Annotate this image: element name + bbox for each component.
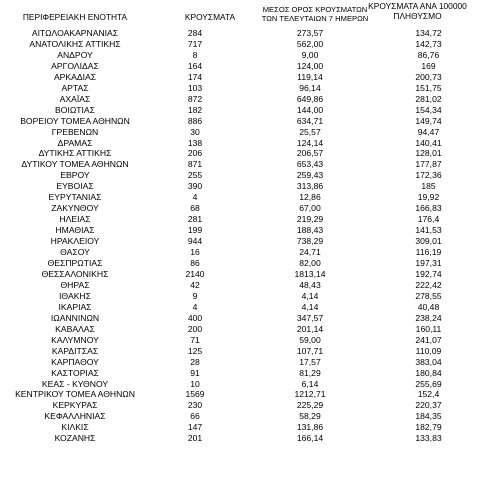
table-row [0,148,482,159]
cases-cell: 872 [187,93,203,104]
cases-cell: 68 [190,203,200,214]
avg-cell: 649,86 [296,93,324,104]
per-cell: 94,47 [417,126,440,137]
per-cell: 222,42 [415,279,442,290]
per-cell: 185 [421,181,436,192]
avg-cell: 48,43 [299,279,321,290]
per-cell: 152,4 [417,389,440,400]
cases-cell: 886 [187,115,203,126]
per-cell: 128,01 [415,148,442,159]
avg-cell: 4,14 [301,301,319,312]
table-body [0,28,482,444]
cases-cell: 8 [192,49,198,60]
table-row [0,379,482,390]
region-cell: ΕΒΡΟΥ [60,170,90,181]
cases-cell: 71 [190,334,200,345]
per-cell: 40,48 [417,301,440,312]
table-row [0,214,482,225]
region-cell: ΑΡΓΟΛΙΔΑΣ [51,60,99,71]
region-cell: ΚΑΣΤΟΡΙΑΣ [51,367,99,378]
region-cell: ΙΩΑΝΝΙΝΩΝ [50,312,100,323]
table-row [0,83,482,94]
region-cell: ΑΝΑΤΟΛΙΚΗΣ ΑΤΤΙΚΗΣ [29,38,121,49]
avg-cell: 82,00 [299,258,321,269]
region-cell: ΔΥΤΙΚΟΥ ΤΟΜΕΑ ΑΘΗΝΩΝ [21,159,129,170]
cases-cell: 2140 [185,268,205,279]
region-cell: ΙΚΑΡΙΑΣ [58,301,92,312]
region-cell: ΚΑΛΥΜΝΟΥ [51,334,99,345]
avg-cell: 273,57 [296,28,324,38]
table-row [0,72,482,83]
avg-cell: 188,43 [296,225,324,236]
cases-cell: 284 [187,28,203,38]
avg-cell: 738,29 [296,236,324,247]
region-cell: ΔΡΑΜΑΣ [57,137,93,148]
cases-cell: 201 [187,433,203,444]
header-region [0,13,150,23]
region-cell: ΗΛΕΙΑΣ [59,214,91,225]
cases-cell: 66 [190,411,200,422]
table-row [0,302,482,313]
per-cell: 160,11 [415,323,442,334]
avg-cell: 1813,14 [294,268,326,279]
cases-cell: 230 [187,400,203,411]
per-cell: 182,79 [415,422,442,433]
region-cell: ΒΟΙΩΤΙΑΣ [55,104,95,115]
region-cell: ΚΕΡΚΥΡΑΣ [52,400,98,411]
per-cell: 200,73 [415,71,442,82]
per-cell: 197,31 [415,258,442,269]
region-cell: ΚΟΖΑΝΗΣ [54,433,96,444]
per-cell: 86,76 [417,49,440,60]
per-cell: 134,72 [415,28,442,38]
region-cell: ΘΑΣΟΥ [60,247,90,258]
avg-cell: 6,14 [301,378,319,389]
region-cell: ΖΑΚΥΝΘΟΥ [51,203,99,214]
per-cell: 169 [421,60,436,71]
per-cell: 140,41 [415,137,442,148]
cases-cell: 182 [187,104,203,115]
avg-cell: 653,43 [296,159,324,170]
table-row [0,159,482,170]
region-cell: ΕΥΡΥΤΑΝΙΑΣ [48,192,102,203]
cases-cell: 147 [187,422,203,433]
table-row [0,280,482,291]
per-cell: 116,19 [415,247,442,258]
cases-cell: 200 [187,323,203,334]
per-cell: 238,24 [415,312,442,323]
region-cell: ΚΙΛΚΙΣ [61,422,89,433]
region-cell: ΚΕΑΣ - ΚΥΘΝΟΥ [41,378,109,389]
region-cell: ΕΥΒΟΙΑΣ [56,181,94,192]
table-row [0,313,482,324]
region-cell: ΚΑΡΠΑΘΟΥ [51,356,99,367]
avg-cell: 131,86 [296,422,324,433]
region-cell: ΒΟΡΕΙΟΥ ΤΟΜΕΑ ΑΘΗΝΩΝ [20,115,130,126]
cases-cell: 138 [187,137,203,148]
table-header [0,0,482,28]
cases-cell: 400 [187,312,203,323]
per-cell: 110,09 [415,345,442,356]
header-cases [180,13,240,23]
table-row [0,94,482,105]
table-row [0,50,482,61]
cases-cell: 199 [187,225,203,236]
region-cell: ΚΕΦΑΛΛΗΝΙΑΣ [44,411,106,422]
table-row [0,389,482,400]
cases-cell: 4 [192,192,198,203]
table-row [0,269,482,280]
per-cell: 255,69 [415,378,442,389]
table-row [0,400,482,411]
region-cell: ΗΜΑΘΙΑΣ [55,225,95,236]
table-row [0,28,482,39]
per-cell: 154,34 [415,104,442,115]
avg-cell: 144,00 [296,104,324,115]
table-row [0,247,482,258]
cases-cell: 206 [187,148,203,159]
per-cell: 176,4 [417,214,440,225]
avg-cell: 12,86 [299,192,321,203]
header-cases-label: ΚΡΟΥΣΜΑΤΑ [184,12,236,22]
avg-cell: 347,57 [296,312,324,323]
table-row [0,236,482,247]
cases-cell: 871 [187,159,203,170]
avg-cell: 67,00 [299,203,321,214]
region-cell: ΓΡΕΒΕΝΩΝ [51,126,99,137]
avg-cell: 225,29 [296,400,324,411]
cases-cell: 255 [187,170,203,181]
cases-cell: 4 [192,301,198,312]
cases-cell: 390 [187,181,203,192]
avg-cell: 201,14 [296,323,324,334]
table-row [0,203,482,214]
region-cell: ΚΑΡΔΙΤΣΑΣ [51,345,99,356]
avg-cell: 4,14 [301,290,319,301]
per-cell: 151,75 [415,82,442,93]
per-cell: 142,73 [415,38,442,49]
table-row [0,138,482,149]
table-row [0,258,482,269]
cases-cell: 86 [190,258,200,269]
avg-cell: 119,14 [297,71,323,82]
cases-cell: 42 [190,279,200,290]
cases-cell: 30 [190,126,200,137]
avg-cell: 206,57 [296,148,324,159]
data-table [0,28,482,444]
cases-cell: 174 [187,71,203,82]
cases-cell: 944 [187,236,203,247]
avg-cell: 9,00 [301,49,319,60]
per-cell: 149,74 [415,115,442,126]
table-row [0,181,482,192]
region-cell: ΑΙΤΩΛΟΑΚΑΡΝΑΝΙΑΣ [31,28,119,38]
table-row [0,225,482,236]
table-row [0,357,482,368]
avg-cell: 219,29 [296,214,324,225]
avg-cell: 313,86 [296,181,324,192]
per-cell: 281,02 [415,93,442,104]
avg-cell: 24,71 [299,247,321,258]
header-avg-line2: ΤΩΝ ΤΕΛΕΥΤΑΙΩΝ 7 ΗΜΕΡΩΝ [261,14,369,23]
cases-cell: 1569 [185,389,205,400]
per-cell: 166,83 [415,203,442,214]
region-cell: ΑΝΔΡΟΥ [57,49,93,60]
header-region-label: ΠΕΡΙΦΕΡΕΙΑΚΗ ΕΝΟΤΗΤΑ [22,12,128,22]
table-row [0,346,482,357]
region-cell: ΘΕΣΠΡΩΤΙΑΣ [47,258,103,269]
table-row [0,335,482,346]
table-row [0,170,482,181]
cases-cell: 164 [187,60,203,71]
table-row [0,61,482,72]
avg-cell: 58,29 [299,411,321,422]
per-cell: 241,07 [415,334,442,345]
table-row [0,291,482,302]
avg-cell: 96,14 [299,82,321,93]
cases-cell: 10 [190,378,200,389]
avg-cell: 166,14 [296,433,324,444]
region-cell: ΗΡΑΚΛΕΙΟΥ [50,236,100,247]
avg-cell: 562,00 [296,38,324,49]
table-row [0,116,482,127]
per-cell: 184,35 [415,411,442,422]
header-per-line1: ΚΡΟΥΣΜΑΤΑ ΑΝΑ 100000 [368,1,467,11]
avg-cell: 25,57 [299,126,321,137]
cases-cell: 281 [187,214,203,225]
table-row [0,433,482,444]
per-cell: 220,37 [415,400,442,411]
region-cell: ΑΧΑΪΑΣ [59,93,91,104]
avg-cell: 634,71 [296,115,324,126]
per-cell: 177,87 [415,159,442,170]
avg-cell: 124,14 [296,137,324,148]
per-cell: 383,04 [415,356,442,367]
cases-cell: 91 [190,367,200,378]
table-row [0,192,482,203]
region-cell: ΔΥΤΙΚΗΣ ΑΤΤΙΚΗΣ [38,148,112,159]
avg-cell: 259,43 [296,170,324,181]
per-cell: 172,36 [415,170,442,181]
region-cell: ΚΑΒΑΛΑΣ [55,323,95,334]
per-cell: 180,84 [415,367,442,378]
avg-cell: 81,29 [299,367,321,378]
avg-cell: 59,00 [299,334,321,345]
per-cell: 141,53 [415,225,442,236]
table-row [0,39,482,50]
cases-cell: 717 [187,38,203,49]
region-cell: ΘΗΡΑΣ [60,279,90,290]
table-row [0,422,482,433]
header-avg-line1: ΜΕΣΟΣ ΟΡΟΣ ΚΡΟΥΣΜΑΤΩΝ [262,5,368,14]
region-cell: ΑΡΤΑΣ [61,82,89,93]
region-cell: ΙΘΑΚΗΣ [59,290,91,301]
cases-cell: 125 [187,345,203,356]
per-cell: 192,74 [415,268,442,279]
per-cell: 278,55 [415,290,442,301]
table-row [0,411,482,422]
avg-cell: 124,00 [296,60,324,71]
table-row [0,368,482,379]
cases-cell: 103 [187,82,203,93]
table-row [0,324,482,335]
avg-cell: 17,57 [299,356,321,367]
avg-cell: 1212,71 [294,389,326,400]
per-cell: 309,01 [415,236,442,247]
region-cell: ΑΡΚΑΔΙΑΣ [53,71,97,82]
header-per-line2: ΠΛΗΘΥΣΜΟ [393,10,442,21]
table-row [0,105,482,116]
cases-cell: 16 [190,247,200,258]
per-cell: 19,92 [417,192,440,203]
cases-cell: 9 [192,290,198,301]
region-cell: ΘΕΣΣΑΛΟΝΙΚΗΣ [41,268,109,279]
region-cell: ΚΕΝΤΡΙΚΟΥ ΤΟΜΕΑ ΑΘΗΝΩΝ [15,389,135,400]
avg-cell: 107,71 [296,345,324,356]
cases-cell: 28 [190,356,200,367]
per-cell: 133,83 [415,433,442,444]
table-row [0,127,482,138]
header-per [355,2,480,21]
